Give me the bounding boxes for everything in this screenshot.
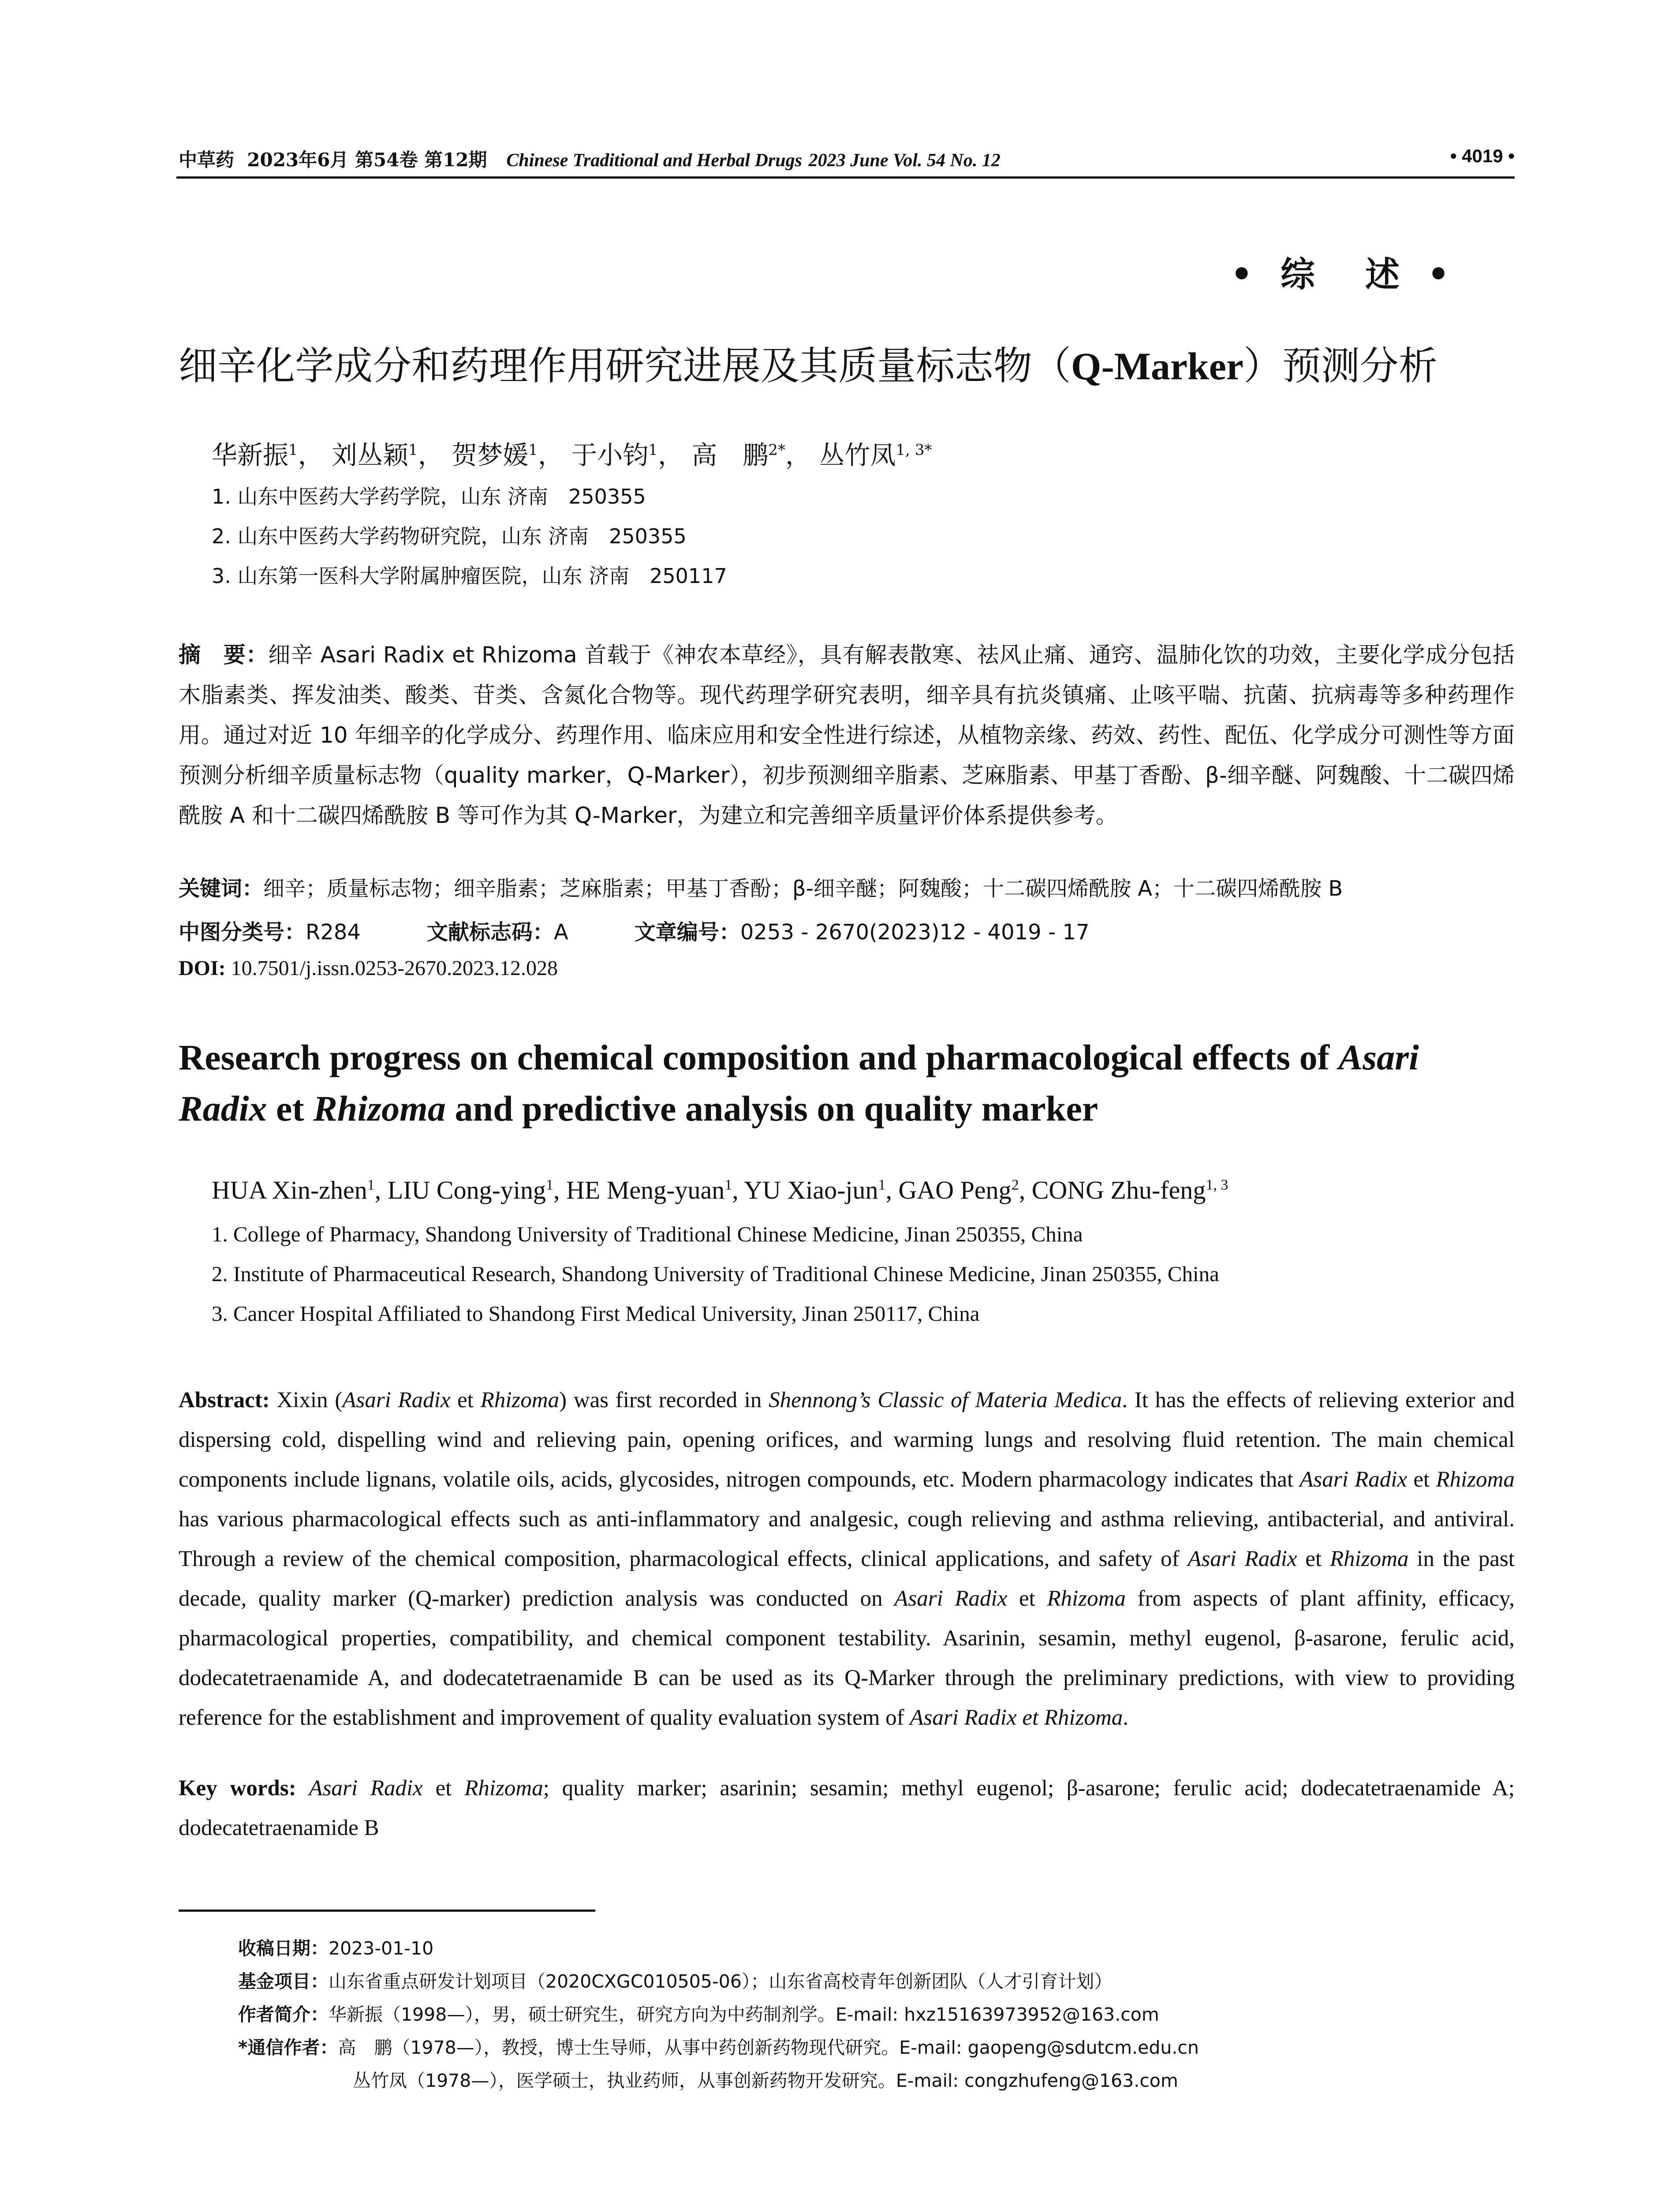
abstract-en-italic: Asari Radix (342, 1388, 451, 1413)
abstract-en-italic: Asari Radix (1187, 1547, 1297, 1571)
author-cn: 刘丛颖 (332, 440, 409, 470)
abstract-en-text: . It has the effects of relieving exterior and dispersing cold, dispelling wind and relieving pain, opening orifices, and warming lungs and resolving fluid retention. The main chemical components include lignans, volatile oils, acids, glycosides, nitrogen compounds, etc. Modern pharmacology indicates that (179, 1388, 1515, 1492)
abstract-en (179, 1380, 1515, 1738)
footnote-rule (179, 1910, 595, 1912)
abstract-en-text: et (1297, 1547, 1330, 1571)
abstract-en-italic: Rhizoma (480, 1388, 560, 1413)
title-en-part: et (267, 1088, 314, 1129)
journal-name-en: Chinese Traditional and Herbal Drugs (506, 150, 802, 171)
classification-line (179, 915, 1156, 946)
abstract-en-italic: Rhizoma (1436, 1467, 1515, 1492)
author-cn: 贺梦媛 (452, 440, 529, 470)
abstract-en-text: et (1007, 1586, 1047, 1611)
affiliation-cn-3: 3. 山东第一医科大学附属肿瘤医院，山东 济南 250117 (212, 564, 727, 588)
title-cn (179, 335, 1515, 391)
abstract-cn-label: 摘 要： (179, 642, 269, 668)
keywords-en-italic: Rhizoma (464, 1776, 543, 1801)
keywords-en (179, 1768, 1515, 1848)
affiliation-cn-1: 1. 山东中医药大学药学院，山东 济南 250355 (212, 485, 646, 508)
abstract-en-italic: Asari Radix et Rhizoma (910, 1705, 1123, 1730)
keywords-cn-label: 关键词： (179, 876, 264, 901)
abstract-en-text: in the past decade, quality marker (Q-marker) prediction analysis was conducted on (179, 1547, 1515, 1611)
author-cn-sup: 1 (408, 441, 418, 459)
abstract-en-text: . (1123, 1705, 1129, 1730)
keywords-en-italic: Asari Radix (309, 1776, 423, 1801)
abstract-en-text: et (1407, 1467, 1436, 1492)
keywords-en-label: Key words: (179, 1776, 296, 1801)
footnote-value: 2023-01-10 (329, 1938, 434, 1959)
author-cn-sup: 1 (648, 441, 658, 459)
header-rule (176, 176, 1515, 179)
abstract-en-italic: Rhizoma (1330, 1547, 1409, 1571)
keywords-en-text: et (422, 1776, 465, 1801)
abstract-en-label: Abstract: (179, 1388, 270, 1413)
doi-value: 10.7501/j.issn.0253-2670.2023.12.028 (231, 957, 558, 980)
doi-label: DOI: (179, 957, 226, 980)
authors-cn: 华新振$^1$， 刘丛颖$^1$， 贺梦媛$^1$， 于小钧$^1$， 高 鹏$^{2*}$， 丛竹凤$^{1, 3*}$ (212, 440, 932, 470)
issue-date-en: 2023 June Vol. 54 No. 12 (808, 150, 1001, 171)
title-cn-part1: 细辛化学成分和药理作用研究进展及其质量标志物（ (179, 343, 1071, 389)
title-en-part: and predictive analysis on quality marker (445, 1088, 1098, 1129)
doi-line (179, 956, 558, 980)
abstract-en-italic: Asari Radix (1299, 1467, 1407, 1492)
author-cn-sup: 1 (288, 441, 298, 459)
affiliation-en-3: 3. Cancer Hospital Affiliated to Shandong First Medical University, Jinan 250117, China (212, 1301, 980, 1326)
footnote-received (238, 1934, 433, 1960)
clc-value: R284 (306, 920, 361, 945)
author-cn-sup: 1, 3* (896, 441, 932, 459)
keywords-en-text (296, 1776, 309, 1801)
author-en-sup: 1 (724, 1177, 732, 1193)
footnote-label: 基金项目： (238, 1971, 329, 1992)
author-en: CONG Zhu-feng (1031, 1176, 1206, 1204)
author-en-sup: 2 (1011, 1177, 1019, 1193)
footnote-label: 收稿日期： (238, 1938, 329, 1959)
title-en-italic: Rhizoma (313, 1088, 446, 1129)
footnote-corresponding (238, 2033, 1199, 2059)
author-cn: 于小钧 (571, 440, 649, 470)
doc-code-label: 文献标志码： (426, 920, 554, 945)
footnote-value: 高 鹏（1978—），教授，博士生导师，从事中药创新药物现代研究。E-mail: gaopeng@sdutcm.edu.cn (338, 2037, 1199, 2058)
article-number-label: 文章编号： (634, 920, 740, 945)
footnote-author-bio (238, 2000, 1159, 2026)
title-cn-part2: ）预测分析 (1243, 343, 1437, 389)
author-en: HUA Xin-zhen (212, 1176, 367, 1204)
footnote-funding (238, 1967, 1112, 1993)
journal-name-cn: 中草药 (179, 149, 235, 171)
abstract-en-italic: Rhizoma (1047, 1586, 1126, 1611)
author-cn: 华新振 (212, 440, 289, 470)
footnote-value: 山东省重点研发计划项目（2020CXGC010505-06）；山东省高校青年创新团队（人才引育计划） (329, 1971, 1113, 1992)
author-en: YU Xiao-jun (744, 1176, 878, 1204)
title-en-part: Research progress on chemical composition and pharmacological effects of (179, 1037, 1339, 1077)
article-number-value: 0253 - 2670(2023)12 - 4019 - 17 (740, 920, 1090, 945)
section-label: • 综 述 • (1230, 255, 1457, 295)
keywords-cn-text: 细辛；质量标志物；细辛脂素；芝麻脂素；甲基丁香酚；β-细辛醚；阿魏酸；十二碳四烯酰胺 A；十二碳四烯酰胺 B (263, 876, 1343, 901)
abstract-en-text: Xixin ( (269, 1388, 343, 1413)
author-en: GAO Peng (898, 1176, 1012, 1204)
affiliation-en-2: 2. Institute of Pharmaceutical Research, Shandong University of Traditional Chinese Medicine, Jinan 250355, China (212, 1262, 1219, 1286)
title-en (179, 1032, 1515, 1134)
abstract-en-text: has various pharmacological effects such as anti-inflammatory and analgesic, cough relieving and asthma relieving, antibacterial, and antiviral. Through a review of the chemical composition, pharmacological effects, clinical applications, and safety of (179, 1507, 1515, 1571)
keywords-en-text: ; quality marker; asarinin; sesamin; methyl eugenol; β-asarone; ferulic acid; dodecatetraenamide A; dodecatetraenamide B (179, 1776, 1515, 1840)
running-header (179, 146, 1515, 172)
author-cn: 高 鹏 (691, 440, 769, 470)
keywords-cn (179, 875, 1515, 902)
author-cn: 丛竹凤 (819, 440, 896, 470)
footnote-value: 丛竹凤（1978—），医学硕士，执业药师，从事创新药物开发研究。E-mail: congzhufeng@163.com (353, 2070, 1178, 2091)
doc-code-value: A (554, 920, 568, 945)
footnote-value: 华新振（1998—），男，硕士研究生，研究方向为中药制剂学。E-mail: hxz15163973952@163.com (329, 2004, 1159, 2025)
abstract-cn (179, 635, 1515, 836)
clc-label: 中图分类号： (179, 920, 306, 945)
authors-en: HUA Xin-zhen$^1$, LIU Cong-ying$^1$, HE Meng-yuan$^1$, YU Xiao-jun$^1$, GAO Peng$^2$, CONG Zhu-feng$^{1, 3}$ (212, 1176, 1228, 1204)
affiliation-cn-2: 2. 山东中医药大学药物研究院，山东 济南 250355 (212, 524, 687, 548)
footnote-label: *通信作者： (238, 2037, 338, 2058)
abstract-en-text: ) was first recorded in (559, 1388, 769, 1413)
author-en-sup: 1 (367, 1177, 375, 1193)
abstract-en-italic: Shennong’s Classic of Materia Medica (769, 1388, 1122, 1413)
author-cn-sup: 2* (768, 441, 786, 459)
footnote-label: 作者简介： (238, 2004, 329, 2025)
abstract-en-text: from aspects of plant affinity, efficacy, pharmacological properties, compatibility, and chemical component testability. Asarinin, sesamin, methyl eugenol, β-asarone, ferulic acid, dodecatetraenamide A, and dodecatetraenamide B can be used as its Q-Marker through the preliminary predictions, with view to providing reference for the establishment and improvement of quality evaluation system of (179, 1586, 1515, 1730)
author-en: LIU Cong-ying (387, 1176, 546, 1204)
title-cn-marker: Q-Marker (1071, 345, 1243, 388)
footnote-corresponding-2 (353, 2066, 1178, 2092)
page-number: • 4019 • (1450, 146, 1515, 166)
title-en-italic: Asari Radix (179, 1037, 1419, 1129)
abstract-en-italic: Asari Radix (894, 1586, 1008, 1611)
author-en: HE Meng-yuan (566, 1176, 725, 1204)
issue-date-cn: 2023年6月 第54卷 第12期 (247, 149, 487, 171)
affiliation-en-1: 1. College of Pharmacy, Shandong University of Traditional Chinese Medicine, Jinan 250355, China (212, 1222, 1083, 1246)
abstract-cn-text: 细辛 Asari Radix et Rhizoma 首载于《神农本草经》，具有解表散寒、祛风止痛、通窍、温肺化饮的功效，主要化学成分包括木脂素类、挥发油类、酸类、苷类、含氮化合物等。现代药理学研究表明，细辛具有抗炎镇痛、止咳平喘、抗菌、抗病毒等多种药理作用。通过对近 10 年细辛的化学成分、药理作用、临床应用和安全性进行综述，从植物亲缘、药效、药性、配伍、化学成分可测性等方面预测分析细辛质量标志物（quality marker，Q-Marker），初步预测细辛脂素、芝麻脂素、甲基丁香酚、β-细辛醚、阿魏酸、十二碳四烯酰胺 A 和十二碳四烯酰胺 B 等可作为其 Q-Marker，为建立和完善细辛质量评价体系提供参考。 (179, 642, 1515, 828)
author-en-sup: 1 (546, 1177, 554, 1193)
author-en-sup: 1, 3 (1206, 1177, 1228, 1193)
author-cn-sup: 1 (528, 441, 538, 459)
author-en-sup: 1 (878, 1177, 886, 1193)
abstract-en-text: et (450, 1388, 481, 1413)
